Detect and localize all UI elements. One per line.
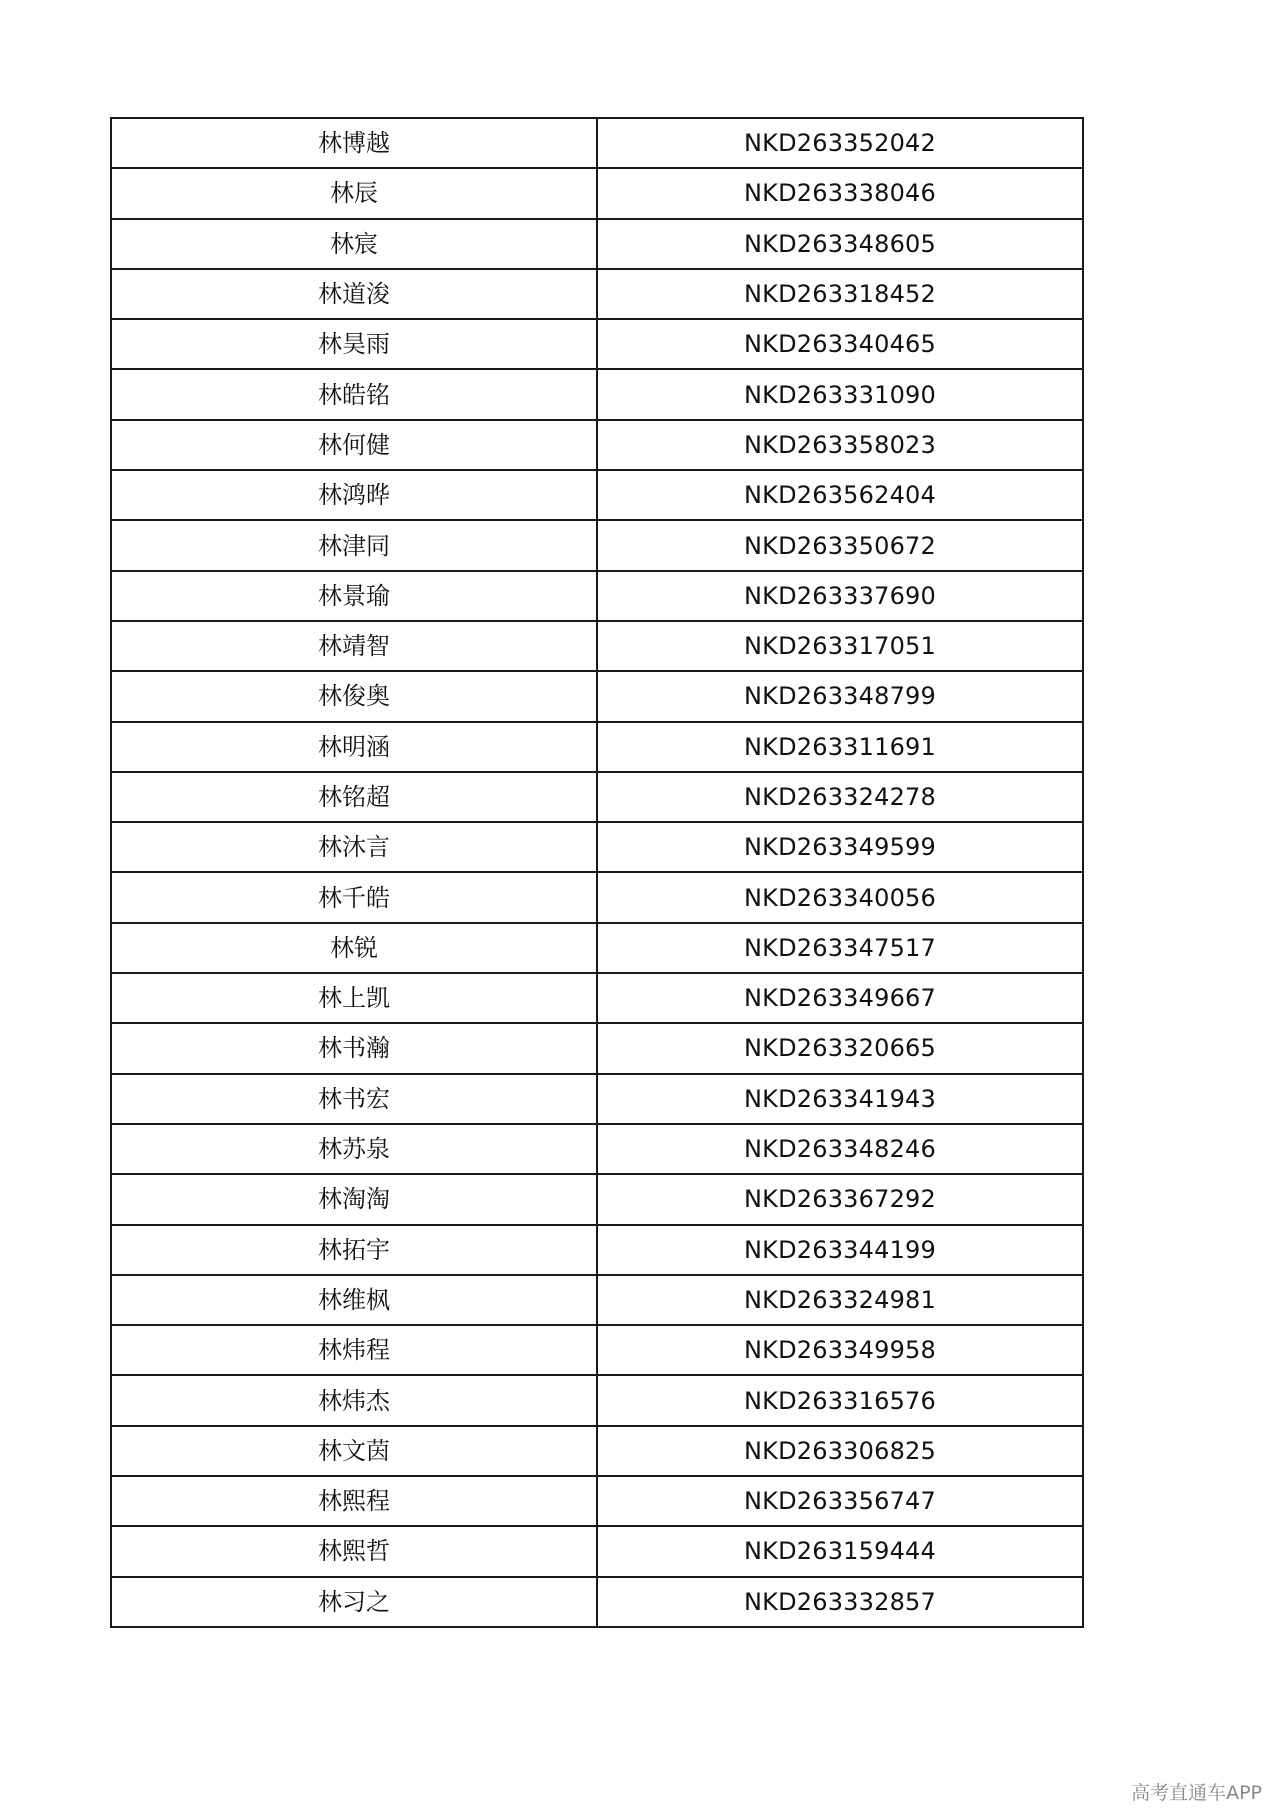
table-row — [111, 470, 1083, 520]
registration-id-cell: NKD263350672 — [597, 520, 1083, 570]
table-row — [111, 621, 1083, 671]
table-row — [111, 1476, 1083, 1526]
student-name-cell: 林维枫 — [111, 1275, 597, 1325]
student-name-cell: 林辰 — [111, 168, 597, 218]
student-name-cell: 林明涵 — [111, 722, 597, 772]
table-row — [111, 1074, 1083, 1124]
student-name-cell: 林博越 — [111, 118, 597, 168]
student-name-cell: 林何健 — [111, 420, 597, 470]
table-row — [111, 973, 1083, 1023]
registration-id-cell: NKD263324278 — [597, 772, 1083, 822]
student-name-cell: 林熙程 — [111, 1476, 597, 1526]
table-row — [111, 772, 1083, 822]
student-name-cell: 林炜杰 — [111, 1375, 597, 1425]
registration-id-cell: NKD263341943 — [597, 1074, 1083, 1124]
table-row — [111, 1023, 1083, 1073]
registration-id-cell: NKD263306825 — [597, 1426, 1083, 1476]
table-row — [111, 671, 1083, 721]
registration-id-cell: NKD263348246 — [597, 1124, 1083, 1174]
registration-id-cell: NKD263349958 — [597, 1325, 1083, 1375]
table-row — [111, 872, 1083, 922]
registration-id-cell: NKD263349667 — [597, 973, 1083, 1023]
registration-id-cell: NKD263348605 — [597, 219, 1083, 269]
student-name-cell: 林书宏 — [111, 1074, 597, 1124]
registration-id-cell: NKD263337690 — [597, 571, 1083, 621]
table-row — [111, 822, 1083, 872]
registration-id-cell: NKD263316576 — [597, 1375, 1083, 1425]
registration-id-cell: NKD263344199 — [597, 1225, 1083, 1275]
table-row — [111, 269, 1083, 319]
student-name-cell: 林上凯 — [111, 973, 597, 1023]
table-row — [111, 1526, 1083, 1576]
table-row — [111, 520, 1083, 570]
table-row — [111, 1325, 1083, 1375]
student-name-cell: 林苏泉 — [111, 1124, 597, 1174]
table-row — [111, 722, 1083, 772]
student-name-cell: 林拓宇 — [111, 1225, 597, 1275]
registration-id-cell: NKD263340465 — [597, 319, 1083, 369]
student-name-cell: 林淘淘 — [111, 1174, 597, 1224]
student-name-cell: 林鸿晔 — [111, 470, 597, 520]
roster-table — [110, 117, 1084, 1628]
student-name-cell: 林锐 — [111, 923, 597, 973]
table-row — [111, 219, 1083, 269]
registration-id-cell: NKD263358023 — [597, 420, 1083, 470]
student-name-cell: 林书瀚 — [111, 1023, 597, 1073]
watermark-text: 高考直通车APP — [1131, 1782, 1262, 1804]
table-row — [111, 1577, 1083, 1627]
registration-id-cell: NKD263367292 — [597, 1174, 1083, 1224]
student-name-cell: 林千皓 — [111, 872, 597, 922]
student-name-cell: 林俊奥 — [111, 671, 597, 721]
table-row — [111, 1426, 1083, 1476]
student-name-cell: 林皓铭 — [111, 369, 597, 419]
student-name-cell: 林津同 — [111, 520, 597, 570]
registration-id-cell: NKD263332857 — [597, 1577, 1083, 1627]
student-name-cell: 林道浚 — [111, 269, 597, 319]
table-row — [111, 1124, 1083, 1174]
student-name-cell: 林文茵 — [111, 1426, 597, 1476]
student-name-cell: 林宸 — [111, 219, 597, 269]
registration-id-cell: NKD263159444 — [597, 1526, 1083, 1576]
registration-id-cell: NKD263352042 — [597, 118, 1083, 168]
registration-id-cell: NKD263324981 — [597, 1275, 1083, 1325]
registration-id-cell: NKD263320665 — [597, 1023, 1083, 1073]
table-row — [111, 1225, 1083, 1275]
registration-id-cell: NKD263331090 — [597, 369, 1083, 419]
student-name-cell: 林靖智 — [111, 621, 597, 671]
registration-id-cell: NKD263356747 — [597, 1476, 1083, 1526]
student-name-cell: 林炜程 — [111, 1325, 597, 1375]
student-name-cell: 林铭超 — [111, 772, 597, 822]
table-row — [111, 1375, 1083, 1425]
registration-id-cell: NKD263562404 — [597, 470, 1083, 520]
registration-id-cell: NKD263349599 — [597, 822, 1083, 872]
registration-id-cell: NKD263347517 — [597, 923, 1083, 973]
table-row — [111, 369, 1083, 419]
table-row — [111, 1275, 1083, 1325]
registration-id-cell: NKD263340056 — [597, 872, 1083, 922]
student-name-cell: 林昊雨 — [111, 319, 597, 369]
table-row — [111, 319, 1083, 369]
table-row — [111, 923, 1083, 973]
registration-id-cell: NKD263338046 — [597, 168, 1083, 218]
registration-id-cell: NKD263318452 — [597, 269, 1083, 319]
table-row — [111, 168, 1083, 218]
registration-id-cell: NKD263348799 — [597, 671, 1083, 721]
registration-id-cell: NKD263317051 — [597, 621, 1083, 671]
table-row — [111, 420, 1083, 470]
table-row — [111, 118, 1083, 168]
student-name-cell: 林景瑜 — [111, 571, 597, 621]
table-row — [111, 571, 1083, 621]
student-name-cell: 林熙哲 — [111, 1526, 597, 1576]
student-name-cell: 林习之 — [111, 1577, 597, 1627]
student-name-cell: 林沐言 — [111, 822, 597, 872]
registration-id-cell: NKD263311691 — [597, 722, 1083, 772]
roster-table-body — [111, 118, 1083, 1627]
table-row — [111, 1174, 1083, 1224]
